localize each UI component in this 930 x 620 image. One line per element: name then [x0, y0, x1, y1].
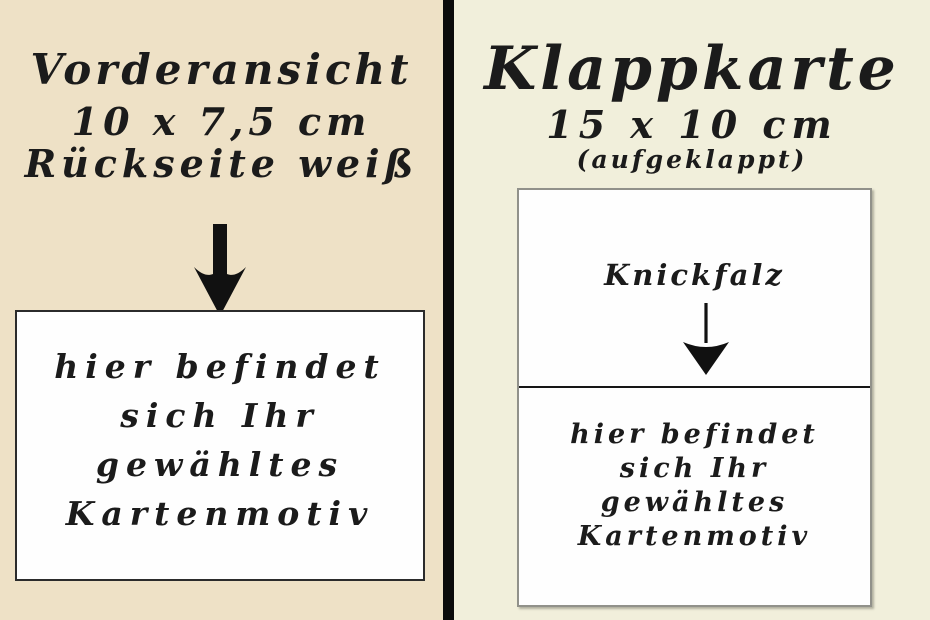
folding-card-size: 15 x 10 cm	[546, 102, 838, 147]
placeholder-line: hier befindet	[54, 347, 386, 386]
front-card-placeholder-box	[15, 310, 425, 581]
placeholder-line: hier befindet	[570, 419, 819, 450]
folding-card-box	[517, 188, 872, 607]
placeholder-line: sich Ihr	[120, 396, 320, 435]
front-view-size: 10 x 7,5 cm	[71, 99, 372, 144]
front-view-title: Vorderansicht	[30, 45, 413, 94]
folding-card-title: Klappkarte	[484, 34, 900, 104]
placeholder-line: Kartenmotiv	[577, 521, 812, 552]
fold-line	[519, 386, 870, 388]
placeholder-line: gewähltes	[95, 445, 345, 484]
vertical-divider	[443, 0, 454, 620]
folding-card-state-note: (aufgeklappt)	[576, 145, 808, 174]
down-arrow-icon	[194, 224, 246, 316]
placeholder-line: sich Ihr	[619, 453, 770, 484]
placeholder-line: gewähltes	[600, 487, 789, 518]
placeholder-text	[17, 342, 423, 538]
folding-card-panel	[454, 0, 930, 620]
fold-label: Knickfalz	[604, 258, 785, 292]
placeholder-line: Kartenmotiv	[65, 494, 375, 533]
placeholder-text	[519, 418, 870, 554]
fold-down-arrow-icon	[683, 303, 729, 375]
front-view-back-note: Rückseite weiß	[24, 141, 419, 186]
front-view-panel	[0, 0, 443, 620]
